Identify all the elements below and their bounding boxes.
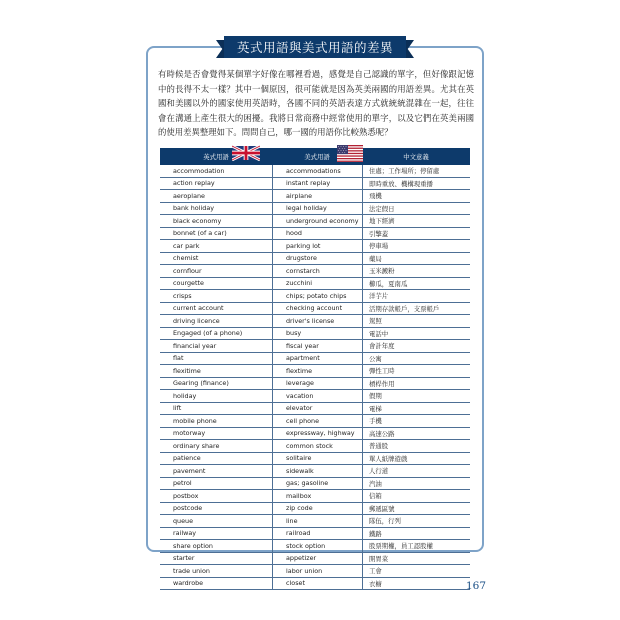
chinese-meaning: 汽油 xyxy=(362,478,470,490)
british-term: pavement xyxy=(173,466,206,475)
table-row xyxy=(160,215,470,228)
chinese-meaning: 工會 xyxy=(362,565,470,577)
table-row xyxy=(160,578,470,591)
chinese-meaning: 洋芋片 xyxy=(362,290,470,302)
british-term: bonnet (of a car) xyxy=(173,229,227,238)
vocabulary-table xyxy=(160,148,470,590)
british-term: Gearing (finance) xyxy=(173,379,229,388)
american-term: drugstore xyxy=(272,253,362,265)
american-term: apartment xyxy=(272,353,362,365)
chinese-meaning: 地下經濟 xyxy=(362,215,470,227)
british-term: bank holiday xyxy=(173,204,215,213)
table-row xyxy=(160,365,470,378)
american-term: stock option xyxy=(272,540,362,552)
chinese-meaning: 停車場 xyxy=(362,240,470,252)
american-term: leverage xyxy=(272,378,362,390)
american-term: cornstarch xyxy=(272,265,362,277)
table-row xyxy=(160,203,470,216)
table-row xyxy=(160,253,470,266)
table-row xyxy=(160,440,470,453)
chinese-meaning: 玉米澱粉 xyxy=(362,265,470,277)
american-term: gas; gasoline xyxy=(272,478,362,490)
british-term: lift xyxy=(173,404,182,413)
table-row xyxy=(160,340,470,353)
table-row xyxy=(160,490,470,503)
american-term: chips; potato chips xyxy=(272,290,362,302)
table-row xyxy=(160,290,470,303)
table-row xyxy=(160,515,470,528)
chinese-meaning: 郵遞區號 xyxy=(362,503,470,515)
table-row xyxy=(160,465,470,478)
british-term: flexitime xyxy=(173,366,201,375)
american-term: railroad xyxy=(272,528,362,540)
page-title: 英式用語與美式用語的差異 xyxy=(224,36,406,58)
chinese-meaning: 假期 xyxy=(362,390,470,402)
table-row xyxy=(160,390,470,403)
table-row xyxy=(160,540,470,553)
american-term: cell phone xyxy=(272,415,362,427)
chinese-meaning: 單人紙牌遊戲 xyxy=(362,453,470,465)
chinese-meaning: 信箱 xyxy=(362,490,470,502)
american-term: accommodations xyxy=(272,165,362,177)
american-term: instant replay xyxy=(272,178,362,190)
american-term: busy xyxy=(272,328,362,340)
american-term: underground economy xyxy=(272,215,362,227)
american-term: airplane xyxy=(272,190,362,202)
chinese-meaning: 人行道 xyxy=(362,465,470,477)
table-row xyxy=(160,328,470,341)
chinese-meaning: 股票期權，員工認股權 xyxy=(362,540,470,552)
british-term: mobile phone xyxy=(173,416,217,425)
chinese-meaning: 飛機 xyxy=(362,190,470,202)
british-term: action replay xyxy=(173,179,215,188)
table-row xyxy=(160,353,470,366)
british-term: current account xyxy=(173,304,224,313)
british-term: ordinary share xyxy=(173,441,220,450)
table-row xyxy=(160,165,470,178)
table-row xyxy=(160,415,470,428)
chinese-meaning: 會計年度 xyxy=(362,340,470,352)
american-term: vacation xyxy=(272,390,362,402)
chinese-meaning: 彈性工時 xyxy=(362,365,470,377)
chinese-meaning: 隊伍，行列 xyxy=(362,515,470,527)
american-term: legal holiday xyxy=(272,203,362,215)
header-american: 美式用語 xyxy=(304,153,330,161)
table-row xyxy=(160,303,470,316)
american-term: hood xyxy=(272,228,362,240)
american-term: solitaire xyxy=(272,453,362,465)
chinese-meaning: 衣櫥 xyxy=(362,578,470,590)
american-term: checking account xyxy=(272,303,362,315)
american-term: appetizer xyxy=(272,553,362,565)
british-term: cornflour xyxy=(173,266,202,275)
table-row xyxy=(160,278,470,291)
british-term: wardrobe xyxy=(173,579,204,588)
british-term: Engaged (of a phone) xyxy=(173,329,243,338)
table-row xyxy=(160,315,470,328)
american-term: driver's license xyxy=(272,315,362,327)
british-term: driving licence xyxy=(173,316,220,325)
british-term: holiday xyxy=(173,391,197,400)
american-term: elevator xyxy=(272,403,362,415)
chinese-meaning: 公寓 xyxy=(362,353,470,365)
british-term: railway xyxy=(173,529,197,538)
british-term: aeroplane xyxy=(173,191,205,200)
table-row xyxy=(160,403,470,416)
table-row xyxy=(160,378,470,391)
chinese-meaning: 藥局 xyxy=(362,253,470,265)
american-term: expressway, highway xyxy=(272,428,362,440)
intro-paragraph: 有時候是否會覺得某個單字好像在哪裡看過，感覺是自己認識的單字，但好像跟記憶中的長得不太一樣？其中一個原因，很可能就是因為英美兩國的用語差異。尤其在英國和美國以外的國家使用英語時，各國不同的英語表達方式就統統混雜在一起，往往會在溝通上產生很大的困擾。我將日常商務中經常使用的單字，以及它們在英美兩國的使用差異整理如下。問問自己，哪一國的用語你比較熟悉呢？ xyxy=(158,69,474,138)
british-term: financial year xyxy=(173,341,217,350)
table-row xyxy=(160,478,470,491)
chinese-meaning: 住處；工作場所；停留處 xyxy=(362,165,470,177)
american-term: flextime xyxy=(272,365,362,377)
table-row xyxy=(160,453,470,466)
british-term: postbox xyxy=(173,491,199,500)
chinese-meaning: 即時重放、機構現重播 xyxy=(362,178,470,190)
british-term: black economy xyxy=(173,216,222,225)
table-body xyxy=(160,165,470,590)
header-british: 英式用語 xyxy=(203,153,229,161)
table-row xyxy=(160,553,470,566)
american-term: zucchini xyxy=(272,278,362,290)
american-term: line xyxy=(272,515,362,527)
british-term: crisps xyxy=(173,291,192,300)
page-number: 167 xyxy=(466,580,487,592)
chinese-meaning: 槓桿作用 xyxy=(362,378,470,390)
table-row xyxy=(160,240,470,253)
british-term: postcode xyxy=(173,504,203,513)
american-term: common stock xyxy=(272,440,362,452)
table-row xyxy=(160,178,470,191)
table-row xyxy=(160,265,470,278)
chinese-meaning: 電話中 xyxy=(362,328,470,340)
chinese-meaning: 引擎蓋 xyxy=(362,228,470,240)
american-term: closet xyxy=(272,578,362,590)
table-row xyxy=(160,565,470,578)
british-term: queue xyxy=(173,516,194,525)
british-term: car park xyxy=(173,241,200,250)
british-term: courgette xyxy=(173,279,204,288)
chinese-meaning: 手機 xyxy=(362,415,470,427)
header-chinese: 中文意義 xyxy=(403,153,429,161)
british-term: motorway xyxy=(173,429,206,438)
american-term: fiscal year xyxy=(272,340,362,352)
british-term: trade union xyxy=(173,566,210,575)
british-term: starter xyxy=(173,554,195,563)
chinese-meaning: 普通股 xyxy=(362,440,470,452)
chinese-meaning: 活期存款帳戶，支票帳戶 xyxy=(362,303,470,315)
uk-flag-icon xyxy=(232,145,260,161)
chinese-meaning: 高速公路 xyxy=(362,428,470,440)
british-term: flat xyxy=(173,354,184,363)
chinese-meaning: 櫛瓜，夏南瓜 xyxy=(362,278,470,290)
table-row xyxy=(160,228,470,241)
american-term: sidewalk xyxy=(272,465,362,477)
british-term: patience xyxy=(173,454,201,463)
chinese-meaning: 法定假日 xyxy=(362,203,470,215)
table-header xyxy=(160,148,470,165)
british-term: chemist xyxy=(173,254,199,263)
chinese-meaning: 鐵路 xyxy=(362,528,470,540)
chinese-meaning: 駕照 xyxy=(362,315,470,327)
us-flag-icon xyxy=(337,145,363,162)
table-row xyxy=(160,190,470,203)
british-term: share option xyxy=(173,541,213,550)
american-term: parking lot xyxy=(272,240,362,252)
title-banner xyxy=(224,36,406,58)
chinese-meaning: 開胃菜 xyxy=(362,553,470,565)
chinese-meaning: 電梯 xyxy=(362,403,470,415)
british-term: petrol xyxy=(173,479,192,488)
table-row xyxy=(160,528,470,541)
american-term: labor union xyxy=(272,565,362,577)
table-row xyxy=(160,503,470,516)
british-term: accommodation xyxy=(173,166,225,175)
table-row xyxy=(160,428,470,441)
american-term: mailbox xyxy=(272,490,362,502)
american-term: zip code xyxy=(272,503,362,515)
